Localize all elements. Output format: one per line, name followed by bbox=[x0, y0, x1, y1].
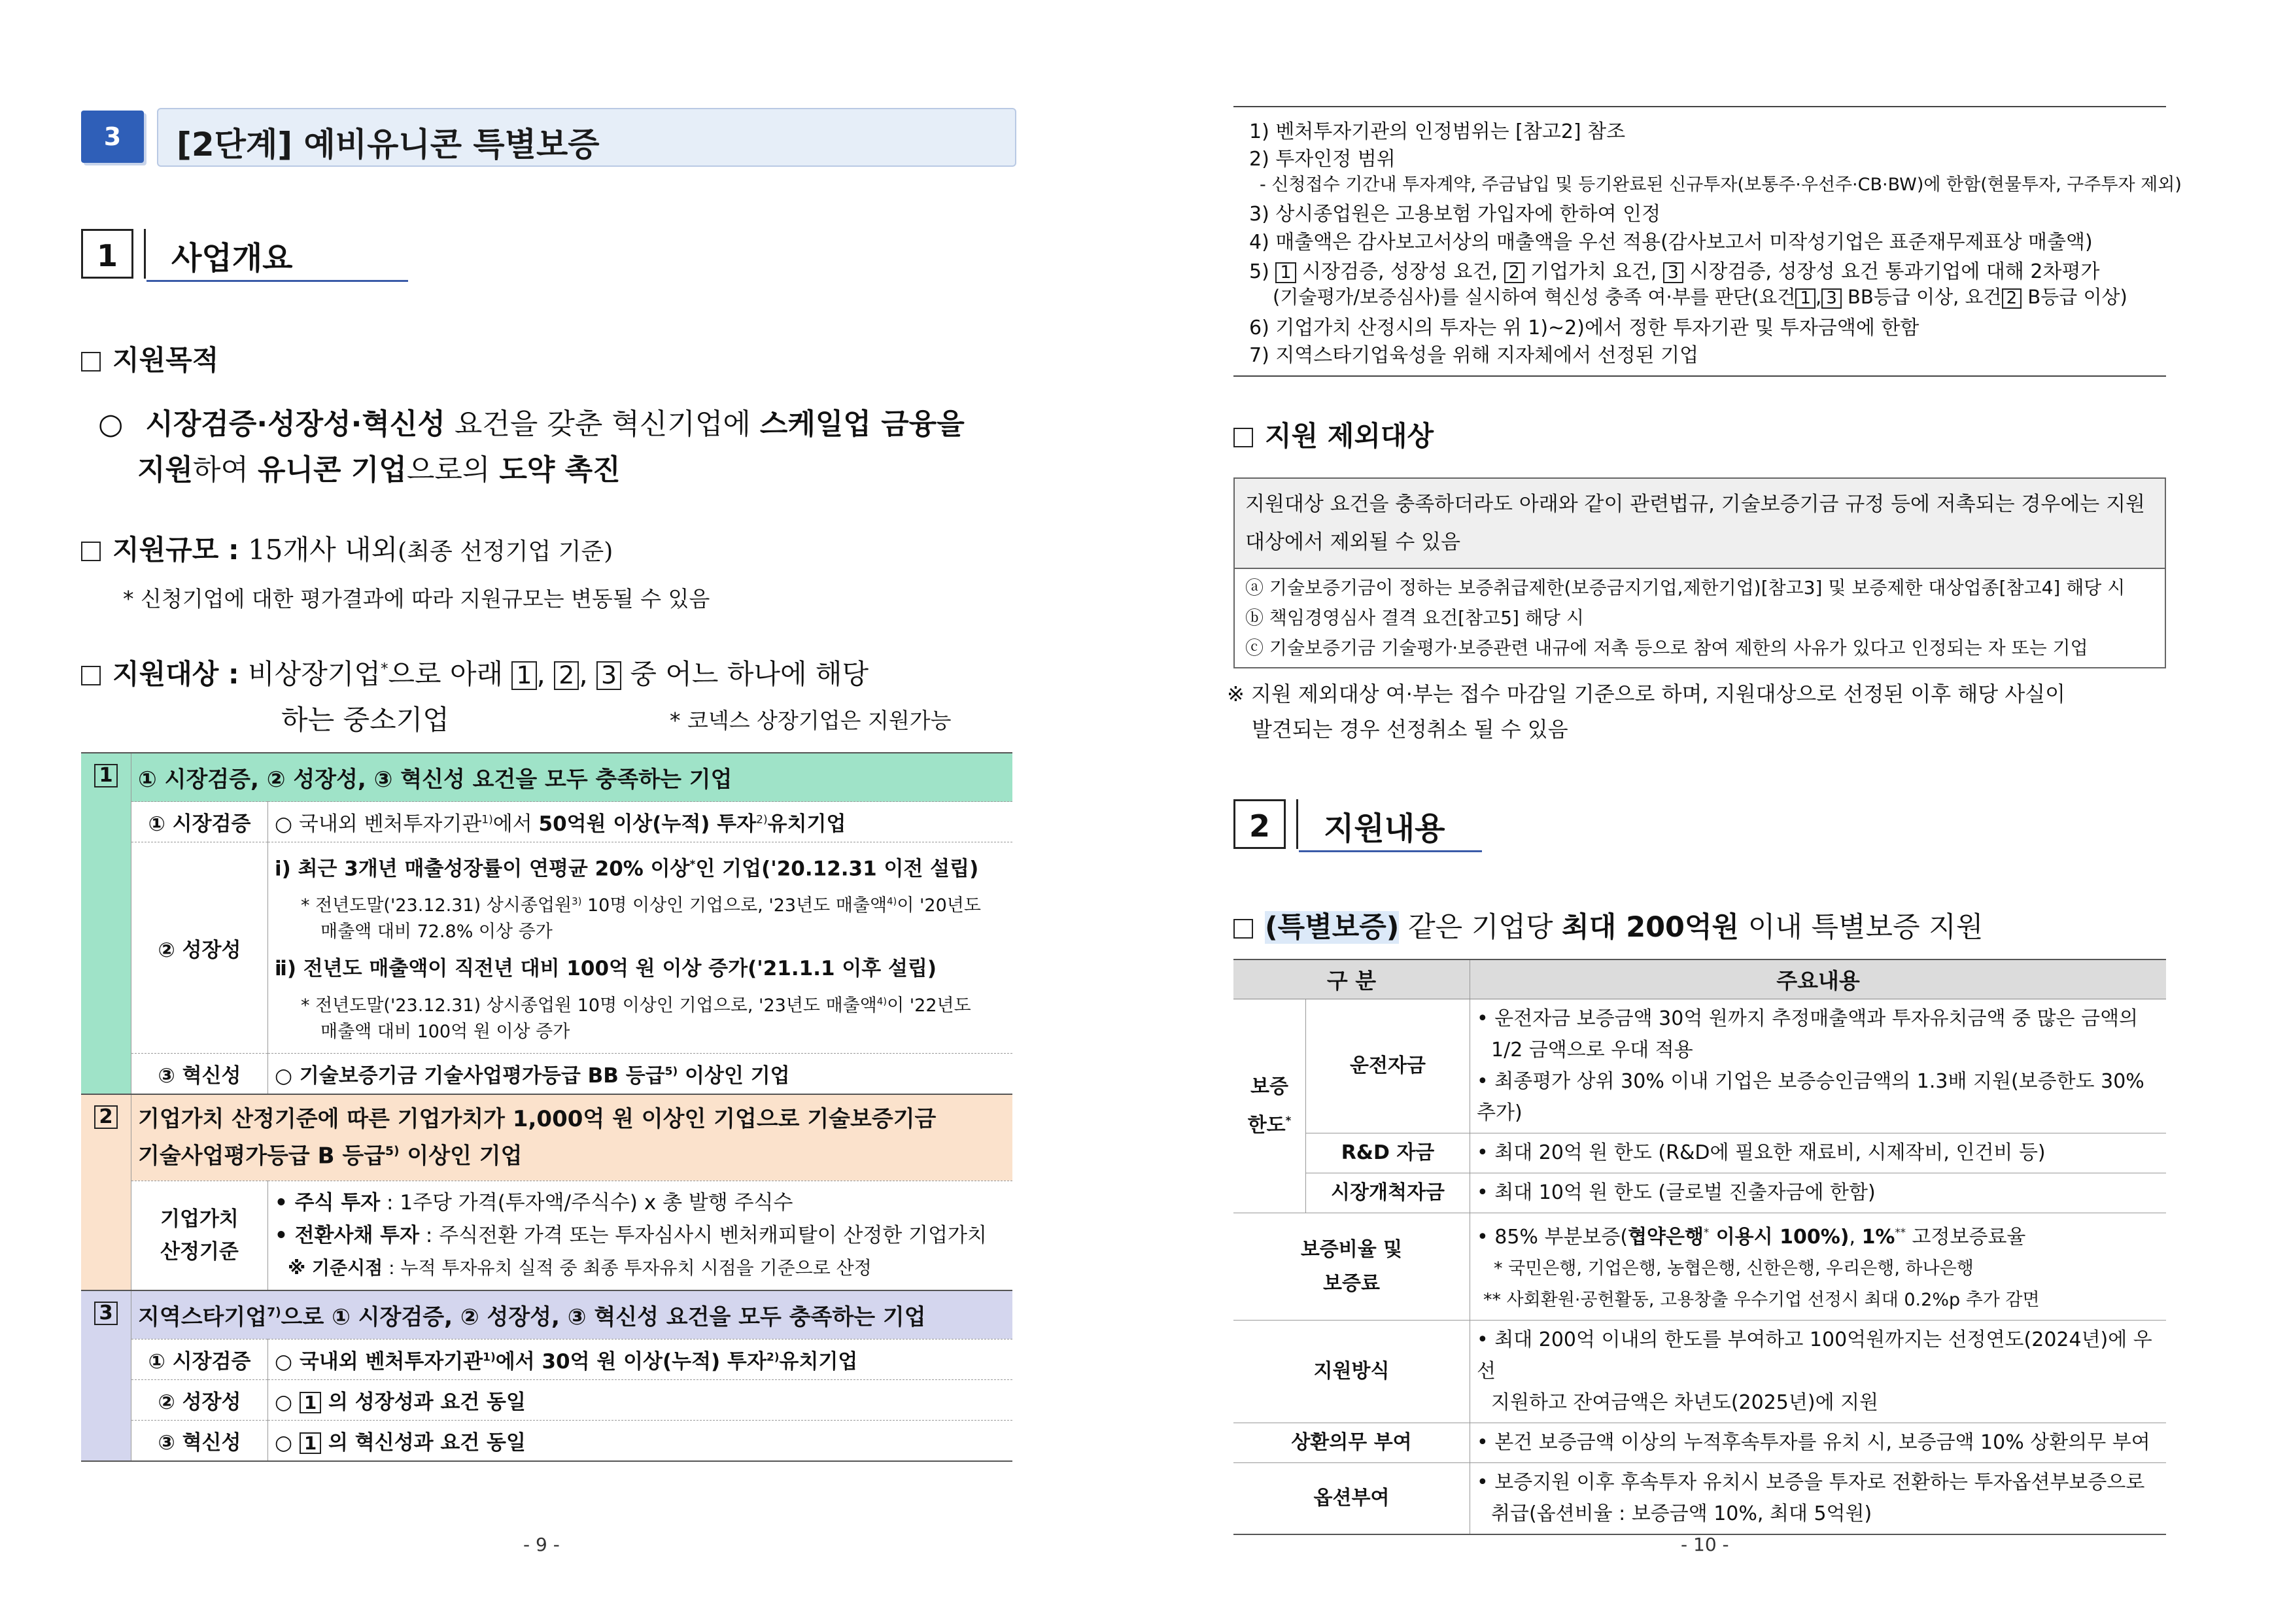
scale-footnote: * 신청기업에 대한 평가결과에 따라 지원규모는 변동될 수 있음 bbox=[123, 586, 710, 612]
method-text: • 최대 200억 이내의 한도를 부여하고 100억원까지는 선정연도(2024년)에 우선 지원하고 잔여금액은 차년도(2025년)에 지원 bbox=[1470, 1321, 2167, 1423]
note-6: 6) 기업가치 산정시의 투자는 위 1)~2)에서 정한 투자기관 및 투자금액에 한함 bbox=[1249, 317, 1919, 339]
option-label: 옵션부여 bbox=[1233, 1463, 1470, 1535]
g1-market-row bbox=[81, 802, 1012, 842]
g2-value-row bbox=[81, 1181, 1012, 1290]
exclude-box bbox=[1233, 477, 2166, 668]
note-4: 4) 매출액은 감사보고서상의 매출액을 우선 적용(감사보고서 미작성기업은 표준재무제표상 매출액) bbox=[1249, 231, 2093, 254]
option-text: • 보증지원 이후 후속투자 유치시 보증을 투자로 전환하는 투자옵션부보증으로 취급(옵션비율 : 보증금액 10%, 최대 5억원) bbox=[1470, 1463, 2167, 1535]
table-row-method bbox=[1233, 1321, 2166, 1423]
checkbox-square-icon bbox=[81, 666, 101, 685]
target-line-1: 지원대상 : 비상장기업*으로 아래 1 , 2 , 3 중 어느 하나에 해당 bbox=[81, 653, 869, 692]
note-2: 2) 투자인정 범위 bbox=[1249, 148, 1396, 171]
checkbox-square-icon bbox=[1233, 919, 1253, 939]
col-header-category: 구 분 bbox=[1233, 959, 1470, 999]
g1-growth-row bbox=[81, 842, 1012, 1054]
notes-top-rule bbox=[1233, 106, 2166, 107]
g3-innov-row bbox=[81, 1420, 1012, 1461]
purpose-line-2: 지원하여 유니콘 기업으로의 도약 촉진 bbox=[137, 453, 621, 487]
purpose-line-1: ○ 시장검증·성장성·혁신성 요건을 갖춘 혁신기업에 스케일업 금융을 bbox=[98, 407, 965, 441]
col-header-content: 주요내용 bbox=[1470, 959, 2167, 999]
eligibility-table bbox=[81, 752, 1012, 1462]
method-label: 지원방식 bbox=[1233, 1321, 1470, 1423]
page-number-right: - 10 - bbox=[1681, 1534, 1729, 1555]
scale-line: 지원규모 : 15개사 내외(최종 선정기업 기준) bbox=[81, 528, 613, 568]
table-row-working bbox=[1233, 999, 2166, 1133]
checkbox-square-icon bbox=[81, 542, 101, 561]
exclude-item: ⓐ 기술보증기금이 정하는 보증취급제한(보증금지기업,제한기업)[참고3] 및 보증제한 대상업종[참고4] 해당 시 bbox=[1245, 577, 2126, 598]
working-capital-text: • 운전자금 보증금액 30억 원까지 추정매출액과 투자유치금액 중 많은 금액의 1/2 금액으로 우대 적용 • 최종평가 상위 30% 이내 기업은 보증승인금액의 1.3배 지원(보증한도 30% 추가) bbox=[1470, 999, 2167, 1133]
heading-underline bbox=[146, 280, 408, 282]
market-text: • 최대 10억 원 한도 (글로벌 진출자금에 한함) bbox=[1470, 1173, 2167, 1213]
group-1-header bbox=[81, 753, 1012, 802]
ratio-label: 보증비율 및 보증료 bbox=[1233, 1213, 1470, 1321]
exclude-item: ⓒ 기술보증기금 기술평가·보증관련 내규에 저촉 등으로 참여 제한의 사유가 있다고 인정되는 자 또는 기업 bbox=[1245, 637, 2088, 659]
g2-value-label: 기업가치 산정기준 bbox=[131, 1181, 268, 1290]
g1-market-text: ○ 국내외 벤처투자기관$^{1)}$에서 50억원 이상(누적) 투자$^{2)}$유치기업 bbox=[268, 802, 1013, 842]
group-2-number: 2 bbox=[94, 1105, 117, 1129]
g3-growth-text: ○ 1 의 성장성과 요건 동일 bbox=[268, 1379, 1013, 1420]
heading-separator bbox=[1296, 799, 1298, 849]
g3-growth-row bbox=[81, 1379, 1012, 1420]
exclude-summary: 지원대상 요건을 충족하더라도 아래와 같이 관련법규, 기술보증기금 규정 등에 저촉되는 경우에는 지원대상에서 제외될 수 있음 bbox=[1235, 479, 2165, 569]
page-number-left: - 9 - bbox=[523, 1534, 560, 1555]
exclude-item: ⓑ 책임경영심사 결격 요건[참고5] 해당 시 bbox=[1245, 607, 1584, 629]
g1-growth-text: ⅰ) 최근 3개년 매출성장률이 연평균 20% 이상*인 기업('20.12.31 이전 설립) * 전년도말('23.12.31) 상시종업원$^{3)}$ 10명 이상인 기업으로, '23년도 매출액$^{4)}$이 '20년도 매출액 대비 72.8% 이상 증가 ⅱ) 전년도 매출액이 직전년 대비 100억 원 이상 증가('21.1.1 이후 설립) * 전년도말('23.12.31) 상시종업원 10명 이상인 기업으로, '23년도 매출액$^{4)}$이 '22년도 매출액 대비 100억 원 이상 증가 bbox=[268, 842, 1013, 1054]
section-title-bar bbox=[157, 108, 1016, 167]
group-1-number: 1 bbox=[94, 764, 117, 787]
section-banner bbox=[81, 108, 1012, 165]
table-row-repay bbox=[1233, 1423, 2166, 1463]
repay-text: • 본건 보증금액 이상의 누적후속투자를 유치 시, 보증금액 10% 상환의무 부여 bbox=[1470, 1423, 2167, 1463]
table-row-market bbox=[1233, 1173, 2166, 1213]
g3-growth-label: ② 성장성 bbox=[131, 1379, 268, 1420]
rnd-text: • 최대 20억 원 한도 (R&D에 필요한 재료비, 시제작비, 인건비 등) bbox=[1470, 1133, 2167, 1173]
heading-underline bbox=[1299, 850, 1482, 852]
exclude-items bbox=[1235, 569, 2165, 667]
support-content-table bbox=[1233, 959, 2166, 1535]
notes-bottom-rule bbox=[1233, 375, 2166, 377]
g3-market-label: ① 시장검증 bbox=[131, 1339, 268, 1379]
note-7: 7) 지역스타기업육성을 위해 지자체에서 선정된 기업 bbox=[1249, 344, 1699, 367]
page-left bbox=[0, 0, 1144, 1624]
repay-label: 상환의무 부여 bbox=[1233, 1423, 1470, 1463]
group-2-header bbox=[81, 1094, 1012, 1181]
table-header-row bbox=[1233, 959, 2166, 999]
market-label: 시장개척자금 bbox=[1306, 1173, 1470, 1213]
ratio-text: • 85% 부분보증(협약은행* 이용시 100%), 1%** 고정보증료율 * 국민은행, 기업은행, 농협은행, 신한은행, 우리은행, 하나은행 ** 사회환원·공헌활동, 고용창출 우수기업 선정시 최대 0.2%p 추가 감면 bbox=[1470, 1213, 2167, 1321]
note-3: 3) 상시종업원은 고용보험 가입자에 한하여 인정 bbox=[1249, 203, 1661, 226]
note-2-detail: - 신청접수 기간내 투자계약, 주금납입 및 등기완료된 신규투자(보통주·우선주·CB·BW)에 한함(현물투자, 구주투자 제외) bbox=[1260, 175, 2182, 195]
group-3-number: 3 bbox=[94, 1302, 117, 1325]
page-right bbox=[1144, 0, 2289, 1624]
heading-title: 사업개요 bbox=[171, 240, 293, 277]
target-footnote: * 코넥스 상장기업은 지원가능 bbox=[670, 708, 952, 733]
rnd-label: R&D 자금 bbox=[1306, 1133, 1470, 1173]
limit-label: 보증 한도* bbox=[1233, 999, 1306, 1213]
table-row-ratio bbox=[1233, 1213, 2166, 1321]
group-3-title: 지역스타기업$^{7)}$으로 ① 시장검증, ② 성장성, ③ 혁신성 요건을 모두 충족하는 기업 bbox=[131, 1290, 1013, 1339]
heading-number: 1 bbox=[81, 229, 133, 279]
section-number: 3 bbox=[81, 111, 144, 163]
table-row-rnd bbox=[1233, 1133, 2166, 1173]
target-line-2: 하는 중소기업 bbox=[281, 704, 449, 736]
g3-innov-text: ○ 1 의 혁신성과 요건 동일 bbox=[268, 1420, 1013, 1461]
group-2-title: 기업가치 산정기준에 따른 기업가치가 1,000억 원 이상인 기업으로 기술보증기금 기술사업평가등급 B 등급$^{5)}$ 이상인 기업 bbox=[131, 1094, 1013, 1181]
g1-innov-text: ○ 기술보증기금 기술사업평가등급 BB 등급$^{5)}$ 이상인 기업 bbox=[268, 1054, 1013, 1095]
group-3-header bbox=[81, 1290, 1012, 1339]
checkbox-square-icon bbox=[81, 352, 101, 371]
working-capital-label: 운전자금 bbox=[1306, 999, 1470, 1133]
g1-market-label: ① 시장검증 bbox=[131, 802, 268, 842]
purpose-heading: 지원목적 bbox=[81, 339, 218, 378]
g3-innov-label: ③ 혁신성 bbox=[131, 1420, 268, 1461]
g1-growth-label: ② 성장성 bbox=[131, 842, 268, 1054]
g2-value-text: • 주식 투자 : 1주당 가격(투자액/주식수) x 총 발행 주식수 • 전환사채 투자 : 주식전환 가격 또는 투자심사시 벤처캐피탈이 산정한 기업가치 ※ 기준시점 : 누적 투자유치 실적 중 최종 투자유치 시점을 기준으로 산정 bbox=[268, 1181, 1013, 1290]
table-row-option bbox=[1233, 1463, 2166, 1535]
checkbox-square-icon bbox=[1233, 428, 1253, 447]
heading-number: 2 bbox=[1233, 799, 1286, 849]
g3-market-text: ○ 국내외 벤처투자기관$^{1)}$에서 30억 원 이상(누적) 투자$^{2)}$유치기업 bbox=[268, 1339, 1013, 1379]
section-title: [2단계] 예비유니콘 특별보증 bbox=[177, 126, 600, 164]
heading-title: 지원내용 bbox=[1324, 810, 1445, 847]
note-5: 5) 1 시장검증, 성장성 요건, 2 기업가치 요건, 3 시장검증, 성장성 요건 통과기업에 대해 2차평가 bbox=[1249, 260, 2100, 283]
heading-separator bbox=[144, 229, 146, 279]
note-5-line-2: (기술평가/보증심사)를 실시하여 혁신성 충족 여·부를 판단(요건 1 , 3 BB등급 이상, 요건 2 B등급 이상) bbox=[1273, 286, 2127, 308]
exclude-note-2: 발견되는 경우 선정취소 될 수 있음 bbox=[1252, 717, 1568, 742]
exclude-note-1: ※ 지원 제외대상 여·부는 접수 마감일 기준으로 하며, 지원대상으로 선정된 이후 해당 사실이 bbox=[1227, 682, 2066, 706]
exclude-heading: 지원 제외대상 bbox=[1233, 415, 1434, 454]
g1-innov-label: ③ 혁신성 bbox=[131, 1054, 268, 1095]
group-1-title: ① 시장검증, ② 성장성, ③ 혁신성 요건을 모두 충족하는 기업 bbox=[131, 753, 1013, 802]
g3-market-row bbox=[81, 1339, 1012, 1379]
g1-innov-row bbox=[81, 1054, 1012, 1095]
special-guarantee-line: (특별보증) 같은 기업당 최대 200억원 이내 특별보증 지원 bbox=[1233, 905, 1983, 945]
note-1: 1) 벤처투자기관의 인정범위는 [참고2] 참조 bbox=[1249, 120, 1626, 143]
